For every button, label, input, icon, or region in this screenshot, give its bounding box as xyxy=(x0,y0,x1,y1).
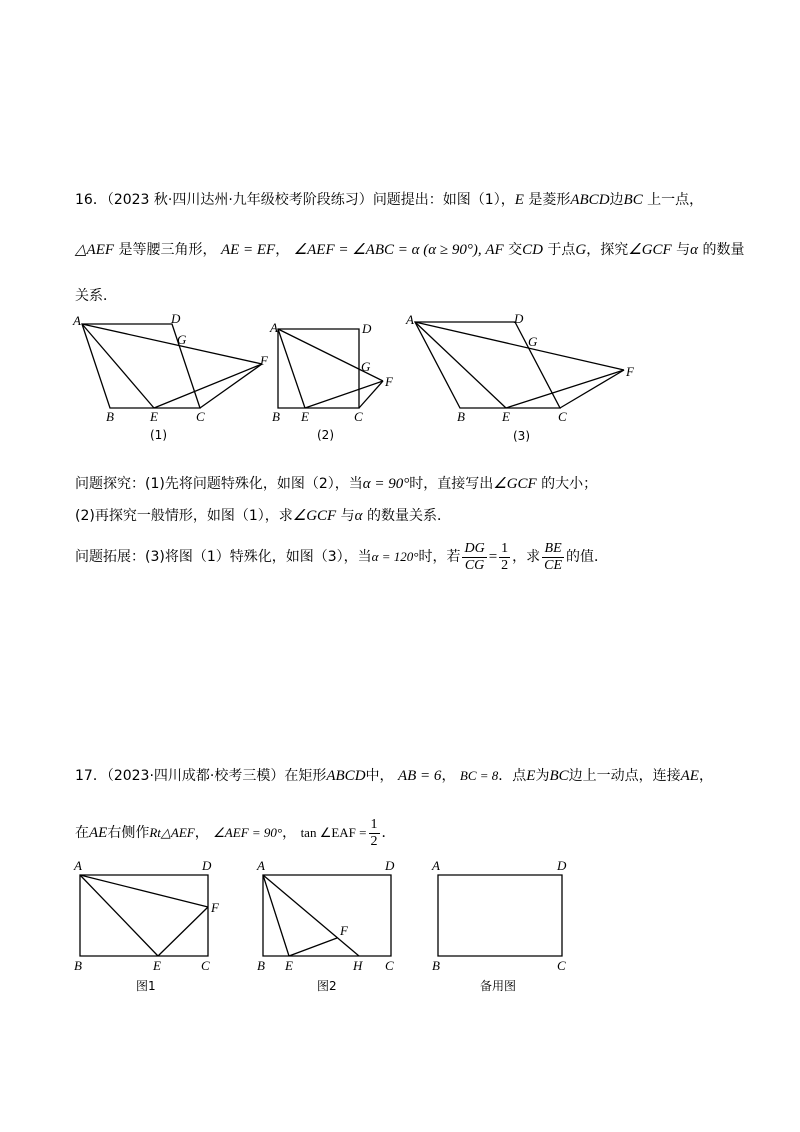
svg-text:B: B xyxy=(257,958,265,973)
svg-text:C: C xyxy=(201,958,210,973)
q17-figure-spare xyxy=(430,855,580,1000)
q17-source: （2023·四川成都·校考三模） xyxy=(106,768,285,784)
q16-figure-3 xyxy=(400,310,640,445)
svg-text:A: A xyxy=(257,858,265,873)
fraction-dg-cg: $\frac{DG}{CG}$ xyxy=(464,540,485,573)
svg-text:C: C xyxy=(385,958,394,973)
svg-text:E: E xyxy=(301,409,309,424)
svg-text:A: A xyxy=(270,320,278,335)
segment-ae xyxy=(263,875,289,956)
fraction-one-half: $\frac{1}{2}$ xyxy=(501,540,509,573)
q16-task-3: 问题拓展：(3)将图（1）特殊化，如图（3），当α = 120°时，若 $\frac{DG}{CG}$ = $\frac{1}{2}$ ，求 $\frac{BE}{CE}$ 的值． xyxy=(75,540,609,573)
svg-text:D: D xyxy=(171,311,181,326)
svg-text:A: A xyxy=(73,313,81,328)
svg-text:G: G xyxy=(177,332,187,347)
segment-ae xyxy=(80,875,158,956)
svg-text:D: D xyxy=(202,858,212,873)
svg-text:B: B xyxy=(457,409,465,424)
caption-fig-3: (3) xyxy=(513,429,530,443)
segment-ah xyxy=(263,875,359,956)
svg-text:D: D xyxy=(385,858,395,873)
segment-ae xyxy=(415,322,506,408)
q17-line-1: 17．（2023·四川成都·校考三模）在矩形ABCD中， AB = 6， BC = 8．点E为BC边上一动点，连接AE， xyxy=(75,768,713,784)
q17-figure-2 xyxy=(255,855,420,1000)
fraction-one-half: $\frac{1}{2}$ xyxy=(370,816,378,849)
q16-task-1: 问题探究：(1)先将问题特殊化，如图（2），当α = 90°时，直接写出∠GCF 的大小； xyxy=(75,476,598,492)
q17-line-2: 在AE右侧作Rt△AEF， ∠AEF = 90°， tan ∠EAF = $\frac{1}{2}$ ． xyxy=(75,816,396,849)
svg-text:B: B xyxy=(74,958,82,973)
caption-figure-spare: 备用图 xyxy=(480,979,517,993)
svg-text:E: E xyxy=(153,958,161,973)
segment-ef xyxy=(289,938,337,956)
svg-text:B: B xyxy=(432,958,440,973)
segment-ef xyxy=(506,370,624,408)
q17-number: 17． xyxy=(75,768,107,784)
svg-text:B: B xyxy=(272,409,280,424)
rectangle-abcd xyxy=(80,875,208,956)
q17-figure-1 xyxy=(70,855,240,1000)
caption-fig-1: (1) xyxy=(150,428,167,442)
segment-ae xyxy=(82,324,154,408)
svg-text:A: A xyxy=(74,858,82,873)
svg-text:F: F xyxy=(340,923,348,938)
q16-line-3: 关系． xyxy=(75,288,117,304)
svg-text:F: F xyxy=(385,374,393,389)
segment-ef xyxy=(154,364,262,408)
rectangle-abcd xyxy=(263,875,391,956)
svg-text:D: D xyxy=(514,311,524,326)
svg-text:E: E xyxy=(502,409,510,424)
segment-af xyxy=(80,875,208,907)
svg-text:C: C xyxy=(558,409,567,424)
svg-text:E: E xyxy=(150,409,158,424)
svg-text:B: B xyxy=(106,409,114,424)
svg-text:F: F xyxy=(626,364,634,379)
svg-text:E: E xyxy=(285,958,293,973)
segment-af xyxy=(82,324,262,364)
segment-cf xyxy=(560,370,624,408)
svg-text:G: G xyxy=(528,334,538,349)
svg-text:A: A xyxy=(406,312,414,327)
rectangle-abcd xyxy=(438,875,562,956)
q16-number: 16． xyxy=(75,192,107,208)
q16-task-2: (2)再探究一般情形，如图（1），求∠GCF 与α 的数量关系． xyxy=(75,508,451,524)
q16-figure-2 xyxy=(265,315,405,445)
caption-fig-2: (2) xyxy=(317,428,334,442)
svg-text:D: D xyxy=(362,321,372,336)
svg-text:C: C xyxy=(354,409,363,424)
svg-text:F: F xyxy=(260,353,268,368)
q16-source: （2023 秋·四川达州·九年级校考阶段练习） xyxy=(106,192,373,208)
svg-text:F: F xyxy=(211,900,219,915)
fraction-be-ce: $\frac{BE}{CE}$ xyxy=(544,540,563,573)
q16-line-1: 16．（2023 秋·四川达州·九年级校考阶段练习）问题提出：如图（1），E 是菱形ABCD边BC 上一点， xyxy=(75,192,704,208)
caption-figure-1: 图1 xyxy=(136,979,156,993)
svg-text:C: C xyxy=(557,958,566,973)
q16-line-2: △AEF 是等腰三角形， AE = EF， ∠AEF = ∠ABC = α (α ≥ 90°), AF 交CD 于点G，探究∠GCF 与α 的数量 xyxy=(75,242,745,258)
q16-figure-1 xyxy=(70,311,280,445)
segment-ef xyxy=(158,907,208,956)
svg-text:H: H xyxy=(353,958,363,973)
svg-text:G: G xyxy=(361,359,371,374)
rhombus-abcd xyxy=(415,322,560,408)
svg-text:D: D xyxy=(557,858,567,873)
svg-text:A: A xyxy=(432,858,440,873)
caption-figure-2: 图2 xyxy=(317,979,337,993)
square-abcd xyxy=(278,329,359,408)
svg-text:C: C xyxy=(196,409,205,424)
